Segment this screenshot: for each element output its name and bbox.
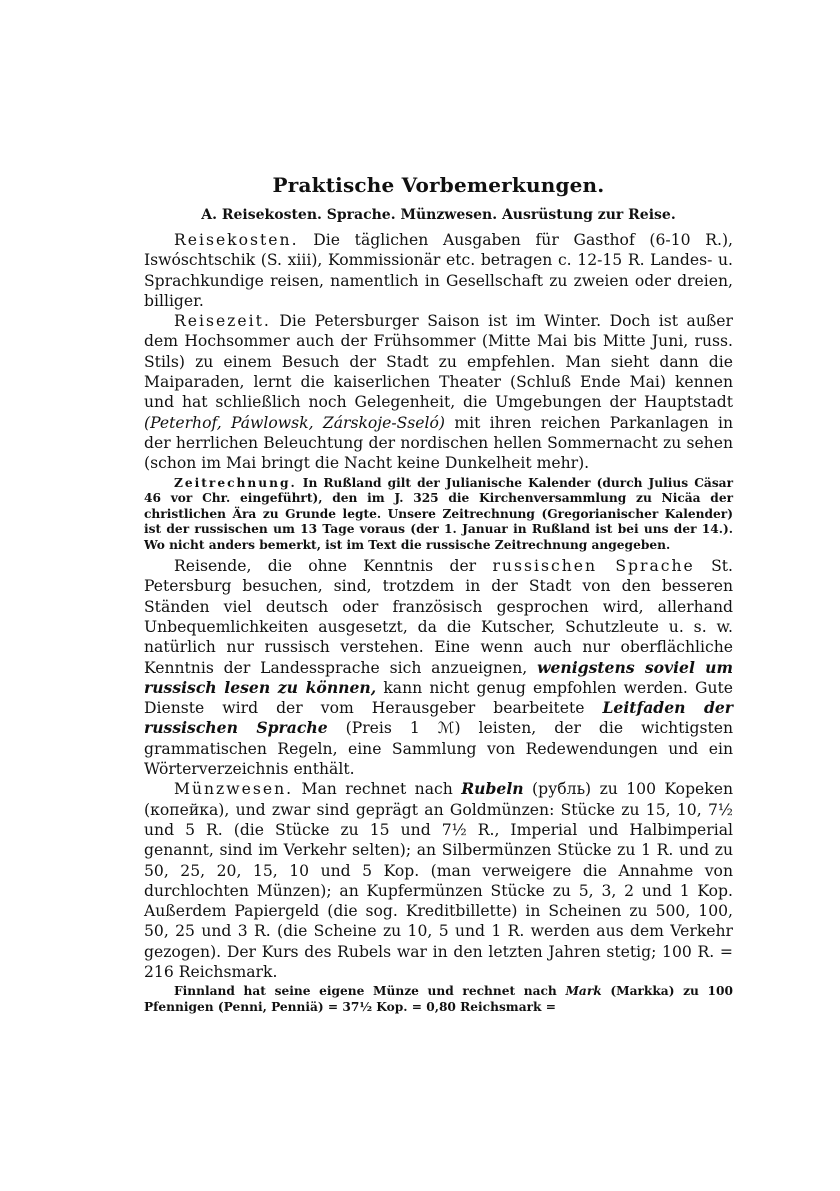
paragraph-text: (Preis 1 ℳ) leisten, der die wichtigsten grammatischen Regeln, eine Sammlung von Redewendungen und ein Wörterverzeichnis enthält.	[144, 719, 734, 779]
paragraph-text: (рубль) zu 100 Kopeken (копейка), und zwar sind geprägt an Goldmünzen: Stücke zu 15, 10, 7½ und 5 R. (die Stücke zu 15 und 7½ R., Imperial und Halbimperial genannt, sind im Verkehr selten); an Silbermünzen Stücke zu 1 R. und zu 50, 25, 20, 15, 10 und 5 Kop. (man verweigere die Annahme von durchlochten Münzen); an Kupfermünzen Stücke zu 5, 3, 2 und 1 Kop. Außerdem Papiergeld (die sog. Kreditbillette) in Scheinen zu 500, 100, 50, 25 und 3 R. (die Scheine zu 10, 5 und 1 R. werden aus dem Verkehr gezogen). Der Kurs des Rubels war in den letzten Jahren stetig; 100 R. = 216 Reichsmark.	[144, 780, 734, 981]
italic-text: (Peterhof, Páwlowsk, Zárskoje-Sseló)	[144, 413, 445, 432]
paragraph-text: St. Petersburg besuchen, sind, trotzdem in der Stadt von den besseren Ständen viel deutsch oder französisch gesprochen wird, allerhand Unbequemlichkeiten ausgesetzt, da die Kutscher, Schutzleute u. s. w. natürlich nur russisch verstehen. Eine wenn auch nur oberflächliche Kenntnis der Landessprache sich anzueignen,	[144, 557, 734, 677]
spaced-text: russischen Sprache	[492, 557, 695, 576]
paragraph-text: Die Petersburger Saison ist im Winter. Doch ist außer dem Hochsommer auch der Frühsommer (Mitte Mai bis Mitte Juni, russ. Stils) zu einem Besuch der Stadt zu empfehlen. Man sieht dann die Maiparaden, lernt die kaiserlichen Theater (Schluß Ende Mai) kennen und hat schließlich noch Gelegenheit, die Umgebungen der Hauptstadt	[144, 312, 733, 412]
paragraph-text: Man rechnet nach	[293, 780, 462, 799]
paragraph-sprache	[144, 556, 733, 779]
paragraph-text: Reisende, die ohne Kenntnis der	[174, 557, 493, 576]
paragraph-text: Die täglichen Ausgaben für Gasthof (6-10 R.), Iswóschtschik (S. xiii), Kommissionär etc. betragen c. 12-15 R. Landes- u. Sprachkundige reisen, namentlich in Gesellschaft zu zweien oder dreien, billiger.	[144, 231, 733, 310]
italic-text: wenigstens soviel um russisch lesen zu können,	[144, 657, 734, 697]
paragraph-muenzwesen	[144, 779, 733, 982]
paragraph-text: mit ihren reichen Parkanlagen in der herrlichen Beleuchtung der nordischen hellen Sommernacht zu sehen (schon im Mai bringt die Nacht keine Dunkelheit mehr).	[144, 413, 733, 473]
note-text: (Markka) zu 100 Pfennigen (Penni, Penniä) = 37½ Kop. = 0,80 Reichsmark =	[144, 984, 733, 1014]
note-finnland	[144, 984, 733, 1015]
section-heading: A. Reisekosten. Sprache. Münzwesen. Ausrüstung zur Reise.	[201, 207, 676, 223]
paragraph-lead: Reisezeit.	[174, 312, 271, 331]
note-lead: Zeitrechnung.	[174, 475, 297, 490]
paragraph-reisezeit	[144, 311, 733, 473]
note-text: In Rußland gilt der Julianische Kalender (durch Julius Cäsar 46 vor Chr. eingeführt), den im J. 325 die Kirchenversammlung zu Nicäa der christlichen Ära zu Grunde legte. Unsere Zeitrechnung (Gregorianischer Kalender) ist der russischen um 13 Tage voraus (der 1. Januar in Rußland ist bei uns der 14.). Wo nicht anders bemerkt, ist im Text die russische Zeitrechnung angegeben.	[144, 475, 733, 552]
italic-text: Rubeln	[461, 779, 524, 799]
paragraph-lead: Münzwesen.	[174, 780, 294, 799]
document-page	[144, 172, 733, 1018]
page-title: Praktische Vorbemerkungen.	[272, 173, 605, 197]
italic-text: Leitfaden der russischen Sprache	[144, 698, 733, 738]
italic-text: Mark	[565, 984, 602, 999]
paragraph-reisekosten	[144, 230, 733, 311]
paragraph-lead: Reisekosten.	[174, 231, 299, 249]
note-text: Finnland hat seine eigene Münze und rechnet nach	[174, 984, 566, 999]
note-zeitrechnung	[144, 476, 733, 554]
paragraph-text: kann nicht genug empfohlen werden. Gute Dienste wird der vom Herausgeber bearbeitete	[144, 678, 734, 718]
